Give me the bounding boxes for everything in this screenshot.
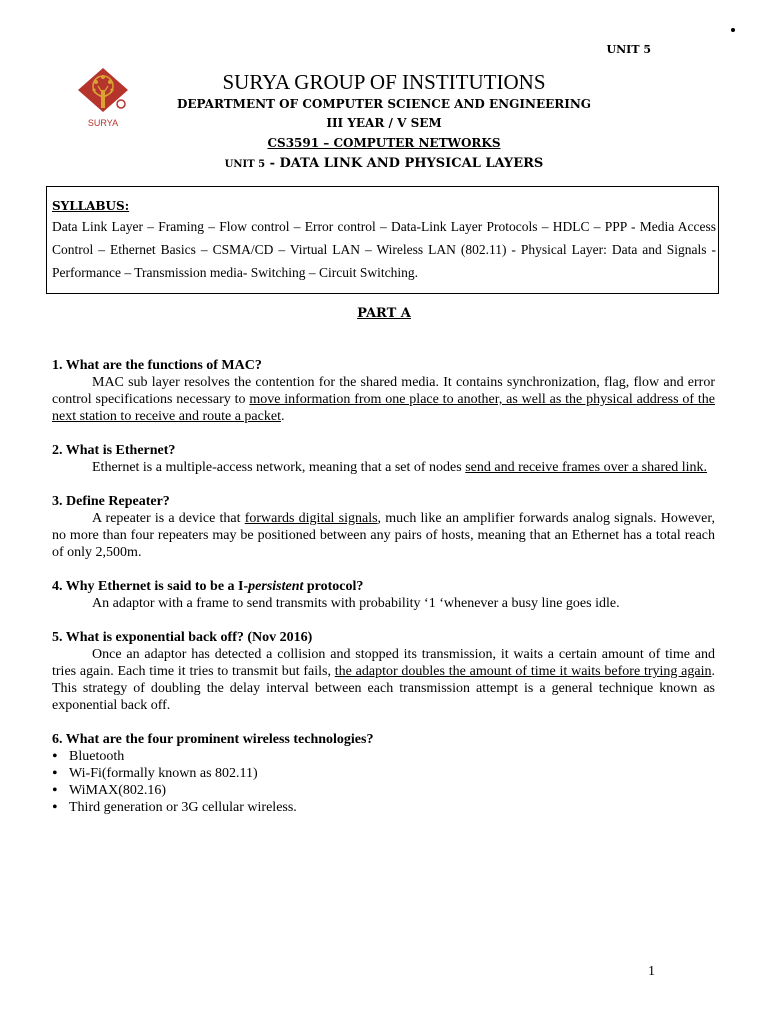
corner-mark — [731, 28, 735, 32]
list-item: • Bluetooth — [52, 748, 715, 765]
page-number: 1 — [648, 964, 655, 979]
list-item: • WiMAX(802.16) — [52, 782, 715, 799]
question-block-3 — [52, 493, 715, 561]
answer-4: An adaptor with a frame to send transmits with probability ‘1 ‘whenever a busy line goes idle. — [92, 596, 620, 611]
answer-3: A repeater is a device that forwards digital signals, much like an amplifier forwards analog signals. However, no more than four repeaters may be positioned between any pairs of hosts, meaning that an Ethernet has a total reach of only 2,500m. — [52, 511, 715, 560]
unit-prefix: UNIT 5 — [224, 159, 266, 170]
question-2: 2. What is Ethernet? — [52, 443, 176, 458]
question-1: 1. What are the functions of MAC? — [52, 358, 262, 373]
unit-title-text: - DATA LINK AND PHYSICAL LAYERS — [265, 156, 544, 171]
logo-text: SURYA — [87, 118, 119, 128]
course-title: CS3591 – COMPUTER NETWORKS — [267, 136, 501, 150]
question-block-2 — [52, 442, 715, 476]
question-block-4 — [52, 578, 715, 612]
question-block-1 — [52, 357, 715, 425]
question-6: 6. What are the four prominent wireless technologies? — [52, 732, 374, 747]
questions-section — [52, 357, 715, 833]
answer-2: Ethernet is a multiple-access network, meaning that a set of nodes send and receive frames over a shared link. — [92, 460, 707, 475]
header-unit-label: UNIT 5 — [606, 43, 651, 56]
list-item: • Third generation or 3G cellular wireless. — [52, 799, 715, 816]
answer-1: MAC sub layer resolves the contention for the shared media. It contains synchronization, flag, flow and error control specifications necessary to move information from one place to another, as well as the physical address of the next station to receive and route a packet. — [52, 375, 716, 424]
institution-name: SURYA GROUP OF INSTITUTIONS — [222, 70, 546, 94]
answer-5: Once an adaptor has detected a collision and stopped its transmission, it waits a certain amount of time and tries again. Each time it tries to transmit but fails, the adaptor doubles the amount of time it waits before trying again. This strategy of doubling the delay interval between each transmission attempt is a general technique known as exponential back off. — [52, 647, 715, 713]
question-block-6 — [52, 731, 715, 816]
syllabus-text: Data Link Layer – Framing – Flow control – Error control – Data-Link Layer Protocols – HDLC – PPP - Media Access Control – Ethernet Basics – CSMA/CD – Virtual LAN – Wireless LAN (802.11) - Physical Layer: Data and Signals - Performance – Transmission media- Switching – Circuit Switching. — [52, 219, 716, 280]
list-item: • Wi-Fi(formally known as 802.11) — [52, 765, 715, 782]
unit-title — [0, 156, 768, 171]
question-3: 3. Define Repeater? — [52, 494, 170, 509]
syllabus-heading: SYLLABUS: — [52, 199, 130, 213]
wireless-tech-list — [52, 748, 715, 816]
part-heading: PART A — [357, 306, 411, 321]
question-4: 4. Why Ethernet is said to be a I-persistent protocol? — [52, 579, 364, 594]
question-block-5 — [52, 629, 715, 714]
year-semester: III YEAR / V SEM — [326, 116, 442, 130]
department-name: DEPARTMENT OF COMPUTER SCIENCE AND ENGINEERING — [176, 97, 592, 111]
question-5: 5. What is exponential back off? (Nov 2016) — [52, 630, 313, 645]
